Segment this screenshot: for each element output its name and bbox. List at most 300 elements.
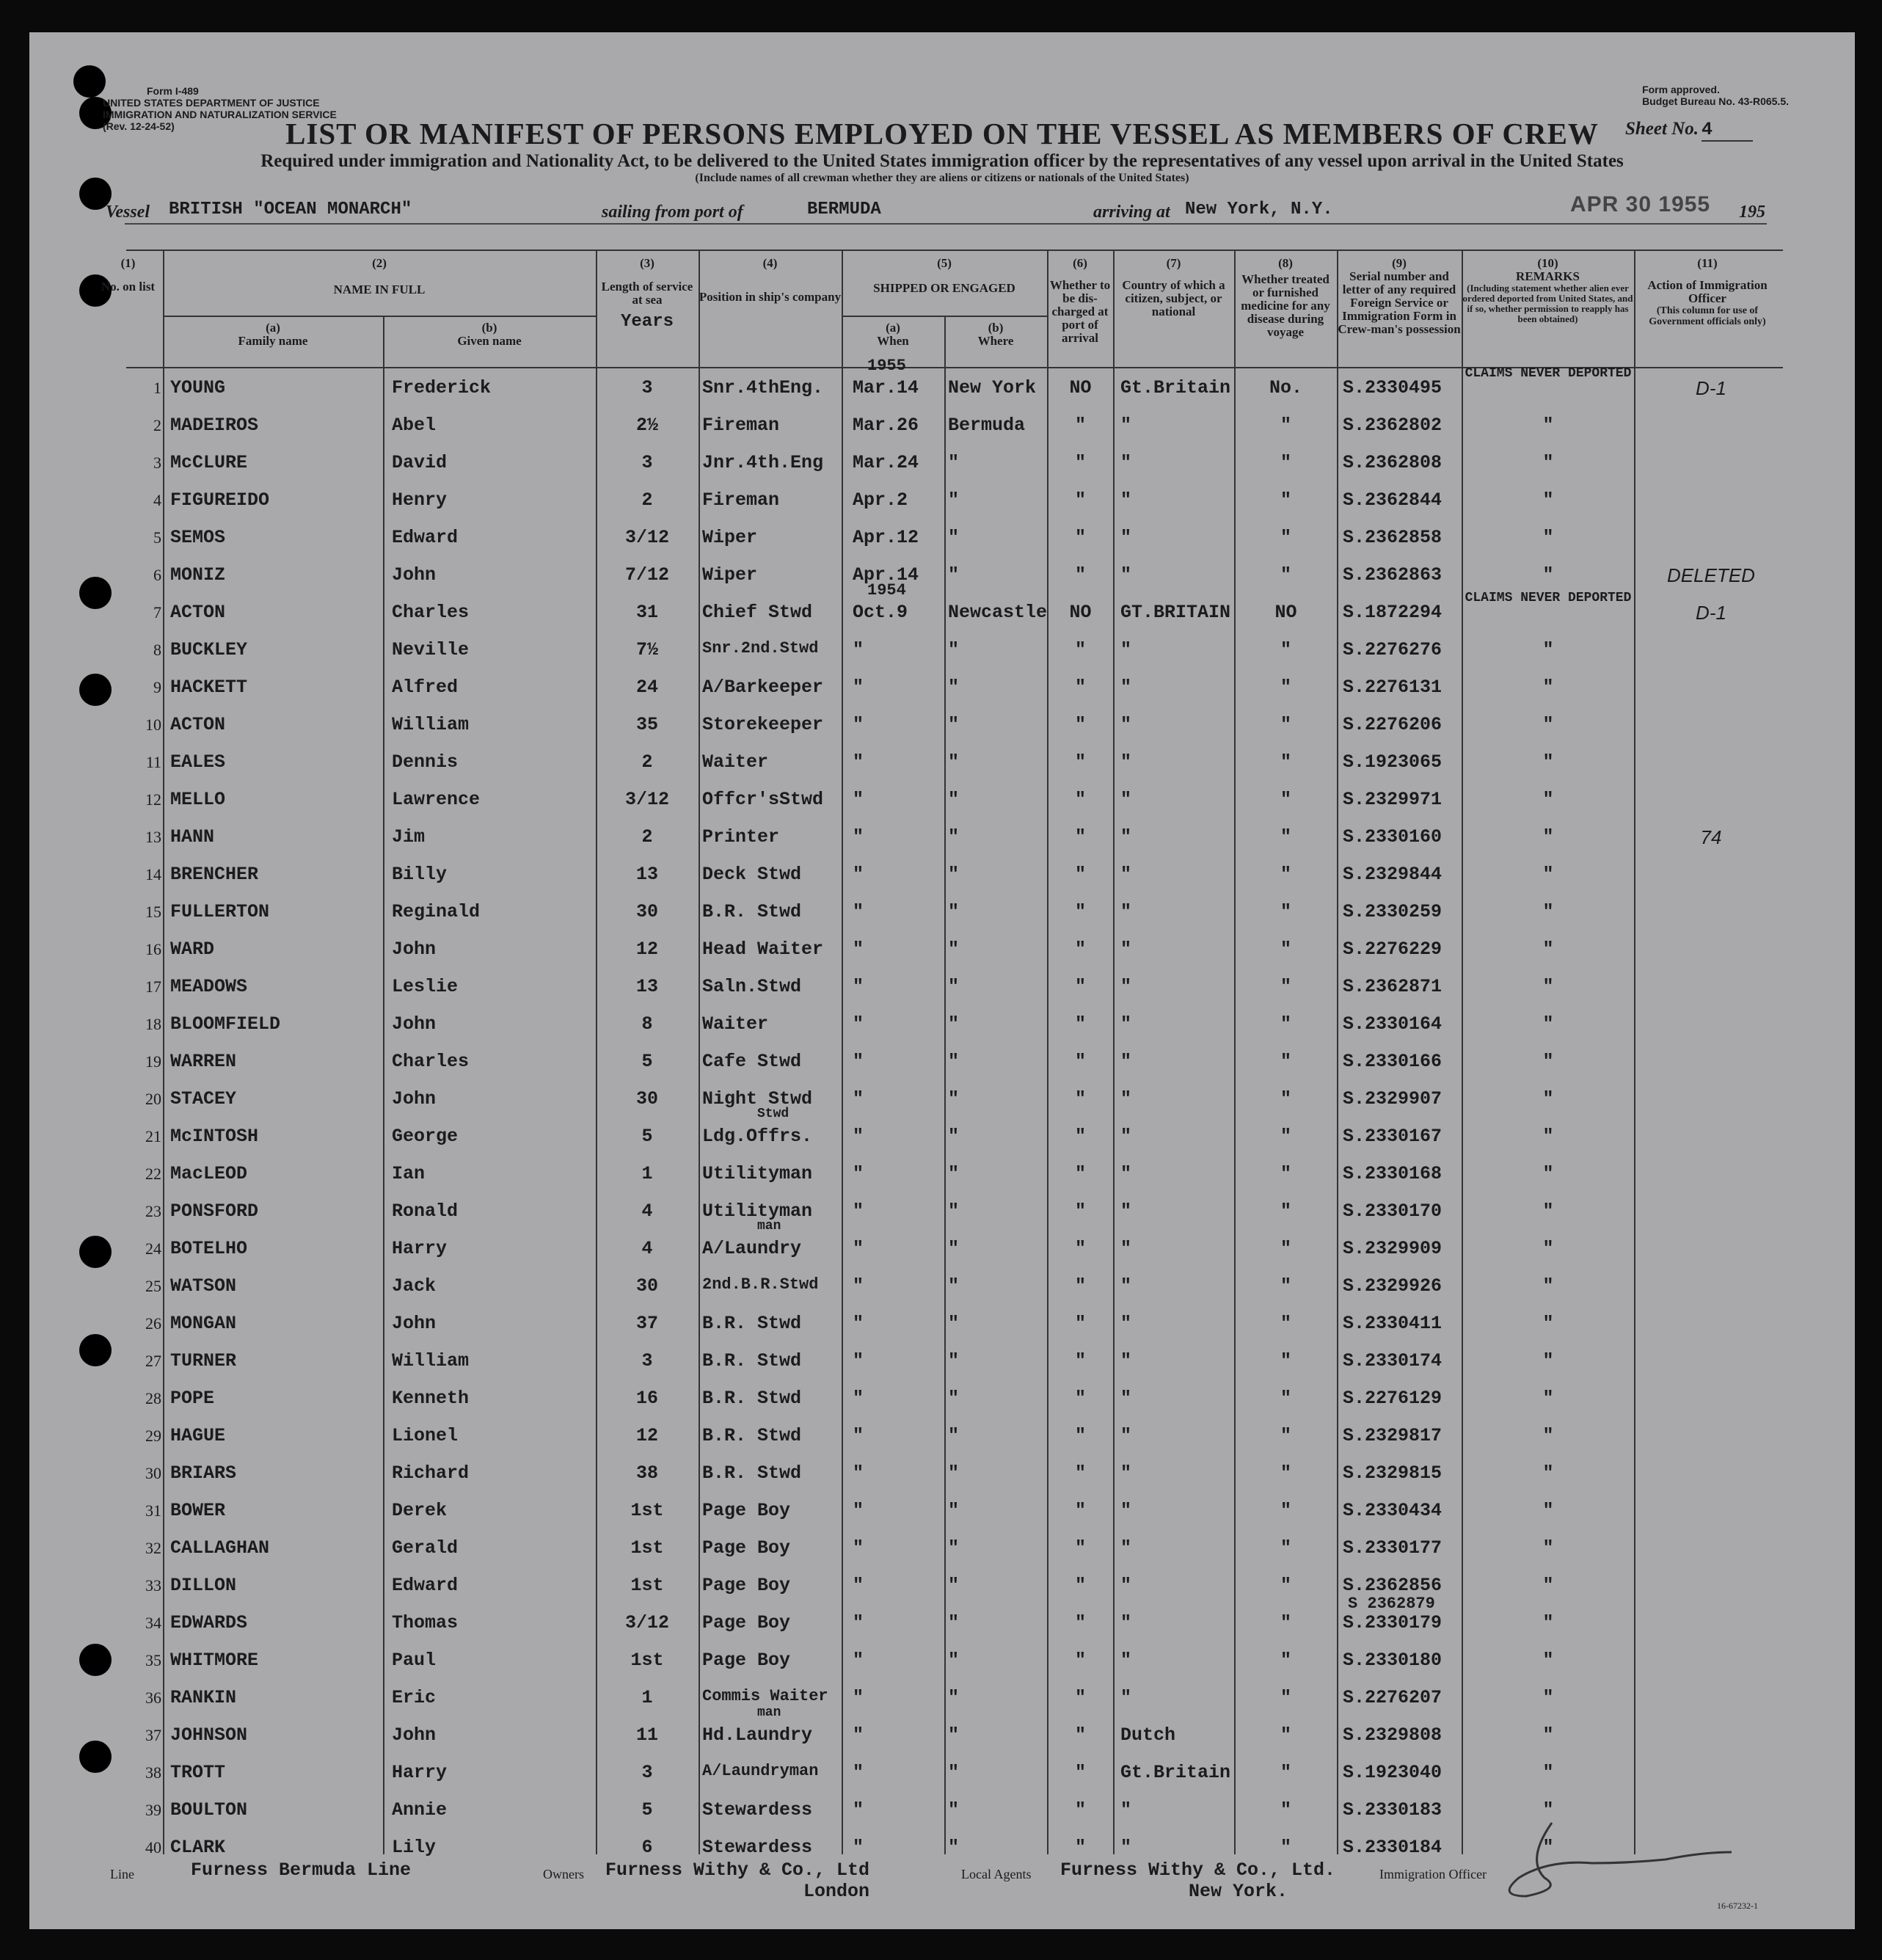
cell-serial: S.2276207 <box>1343 1687 1442 1708</box>
cell-years: 1 <box>641 1163 653 1184</box>
cell-country: " <box>1120 789 1132 810</box>
agency-name: UNITED STATES DEPARTMENT OF JUSTICE <box>103 97 320 109</box>
cell-country: " <box>1120 1051 1132 1072</box>
col10-header: (10) REMARKS (Including statement whether alien ever ordered deported from United States, and if so, whether permission to reapply has been obtained) <box>1462 256 1633 324</box>
cell-treated: " <box>1280 1575 1291 1596</box>
cell-serial: S.2329926 <box>1343 1275 1442 1297</box>
table-row <box>126 1304 1783 1341</box>
cell-country: " <box>1120 1425 1132 1446</box>
table-row <box>126 1753 1783 1790</box>
cell-given: Edward <box>392 527 459 548</box>
cell-when: " <box>853 1088 864 1110</box>
cell-years: 38 <box>635 1462 658 1484</box>
cell-treated: No. <box>1269 377 1302 398</box>
cell-no: 38 <box>145 1763 161 1782</box>
cell-treated: " <box>1280 939 1291 960</box>
table-row <box>126 518 1783 555</box>
cell-years: 3/12 <box>624 527 669 548</box>
cell-family: JOHNSON <box>170 1724 248 1746</box>
cell-no: 21 <box>145 1127 161 1145</box>
table-row <box>126 1341 1783 1379</box>
cell-treated: " <box>1280 415 1291 436</box>
cell-given: David <box>392 452 448 473</box>
cell-country: " <box>1120 677 1132 698</box>
footer-agents: Local Agents <box>961 1867 1032 1881</box>
cell-discharge: " <box>1074 1350 1086 1371</box>
cell-serial: S.2330434 <box>1343 1500 1442 1521</box>
cell-discharge: " <box>1074 1575 1086 1596</box>
cell-discharge: " <box>1074 452 1086 473</box>
cell-position: B.R. Stwd <box>702 1388 802 1409</box>
cell-years: 30 <box>635 901 658 922</box>
cell-serial: S.2362863 <box>1343 564 1442 586</box>
cell-when: " <box>853 639 864 660</box>
cell-treated: " <box>1280 639 1291 660</box>
cell-discharge: " <box>1074 1163 1086 1184</box>
footer-agents-value: Furness Withy & Co., Ltd. New York. <box>1060 1859 1336 1902</box>
cell-discharge: " <box>1074 1687 1086 1708</box>
cell-remarks: " <box>1542 1088 1554 1110</box>
cell-when: " <box>853 1275 864 1297</box>
cell-when: " <box>853 826 864 848</box>
cell-when: Mar.24 <box>853 452 919 473</box>
table-row <box>126 1154 1783 1192</box>
cell-family: CLARK <box>170 1837 226 1858</box>
cell-where: " <box>948 1537 960 1559</box>
table-row <box>126 855 1783 892</box>
cell-remarks: " <box>1542 789 1554 810</box>
cell-discharge: " <box>1074 1837 1086 1858</box>
cell-serial: S.2330495 <box>1343 377 1442 398</box>
cell-family: MELLO <box>170 789 226 810</box>
cell-given: Ronald <box>392 1201 459 1222</box>
form-subtitle: Required under immigration and Nationality Act, to be delivered to the United States immigration officer by the representatives of any vessel upon arrival in the United States <box>260 151 1624 171</box>
cell-where: " <box>948 1575 960 1596</box>
cell-country: Gt.Britain <box>1120 1762 1231 1783</box>
cell-country: " <box>1120 639 1132 660</box>
cell-where: " <box>948 1126 960 1147</box>
cell-serial: S.2329971 <box>1343 789 1442 810</box>
cell-when: " <box>853 1201 864 1222</box>
cell-position: B.R. Stwd <box>702 901 802 922</box>
cell-discharge: " <box>1074 1612 1086 1633</box>
form-revision: (Rev. 12-24-52) <box>103 120 175 132</box>
cell-family: WARD <box>170 939 215 960</box>
arriving-label: arriving at <box>1093 203 1170 222</box>
sailing-port: BERMUDA <box>807 200 881 219</box>
cell-remarks: " <box>1542 1687 1554 1708</box>
cell-when: " <box>853 976 864 997</box>
year-label: 195 <box>1739 203 1765 222</box>
cell-remarks: " <box>1542 1537 1554 1559</box>
cell-country: " <box>1120 415 1132 436</box>
cell-discharge: " <box>1074 415 1086 436</box>
cell-remarks: " <box>1542 826 1554 848</box>
cell-treated: " <box>1280 976 1291 997</box>
cell-discharge: NO <box>1069 377 1092 398</box>
table-row <box>126 930 1783 967</box>
cell-treated: " <box>1280 527 1291 548</box>
cell-discharge: " <box>1074 1275 1086 1297</box>
cell-discharge: " <box>1074 1051 1086 1072</box>
cell-remarks: " <box>1542 564 1554 586</box>
cell-when: " <box>853 751 864 773</box>
cell-remarks: CLAIMS NEVER DEPORTED <box>1465 591 1632 605</box>
print-code: 16-67232-1 <box>1717 1901 1758 1911</box>
cell-family: EALES <box>170 751 226 773</box>
cell-where: " <box>948 714 960 735</box>
cell-no: 8 <box>153 641 161 659</box>
cell-no: 11 <box>145 753 161 771</box>
cell-no: 23 <box>145 1202 161 1220</box>
cell-remarks: " <box>1542 1275 1554 1297</box>
cell-when: " <box>853 1687 864 1708</box>
cell-remarks: " <box>1542 1612 1554 1633</box>
cell-years: 12 <box>635 1425 658 1446</box>
cell-serial: S.2330164 <box>1343 1013 1442 1035</box>
cell-position: Night Stwd <box>702 1088 813 1110</box>
cell-given: William <box>392 1350 470 1371</box>
agency-service: IMMIGRATION AND NATURALIZATION SERVICE <box>103 109 337 120</box>
cell-remarks: " <box>1542 1238 1554 1259</box>
table-row <box>126 1705 1783 1753</box>
col6-header: (6) Whether to be dis-charged at port of arrival <box>1049 256 1111 345</box>
cell-discharge: " <box>1074 1238 1086 1259</box>
cell-discharge: " <box>1074 1313 1086 1334</box>
cell-years: 30 <box>635 1275 658 1297</box>
cell-treated: " <box>1280 1051 1291 1072</box>
cell-position-note: man <box>757 1219 781 1234</box>
cell-action: D-1 <box>1696 602 1726 624</box>
cell-given: Alfred <box>392 677 459 698</box>
cell-serial: S.2276206 <box>1343 714 1442 735</box>
cell-treated: " <box>1280 1388 1291 1409</box>
table-row <box>126 1079 1783 1117</box>
cell-no: 24 <box>145 1239 161 1258</box>
cell-when: " <box>853 677 864 698</box>
cell-no: 16 <box>145 940 161 958</box>
cell-position: Commis Waiter <box>702 1687 828 1705</box>
table-row <box>126 705 1783 743</box>
cell-serial: S.2362844 <box>1343 489 1442 511</box>
cell-remarks: " <box>1542 639 1554 660</box>
cell-position: Ldg.Offrs. <box>702 1126 813 1147</box>
table-row <box>126 443 1783 481</box>
cell-discharge: " <box>1074 564 1086 586</box>
col9-header: (9) Serial number and letter of any required Foreign Service or Immigration Form in Crew-man's possession <box>1338 256 1461 336</box>
cell-family: YOUNG <box>170 377 226 398</box>
cell-position: A/Laundryman <box>702 1762 819 1780</box>
cell-country: " <box>1120 864 1132 885</box>
cell-family: FIGUREIDO <box>170 489 270 511</box>
cell-where: " <box>948 1687 960 1708</box>
cell-given: Harry <box>392 1762 448 1783</box>
punch-hole <box>79 1644 112 1676</box>
cell-country: GT.BRITAIN <box>1120 602 1231 623</box>
cell-when: Oct.9 <box>853 602 908 623</box>
table-row <box>126 1678 1783 1716</box>
sheet-label: Sheet No. <box>1625 119 1699 139</box>
footer-line-value: Furness Bermuda Line <box>191 1859 412 1881</box>
cell-when: " <box>853 1388 864 1409</box>
col2-header: (2) NAME IN FULL <box>333 256 426 296</box>
cell-no: 32 <box>145 1539 161 1557</box>
table-row <box>126 1379 1783 1416</box>
cell-years: 1st <box>630 1500 664 1521</box>
cell-position: Page Boy <box>702 1537 791 1559</box>
cell-discharge: " <box>1074 1425 1086 1446</box>
cell-country: " <box>1120 1163 1132 1184</box>
cell-where: Newcastle <box>948 602 1048 623</box>
cell-position: Hd.Laundry <box>702 1724 813 1746</box>
cell-country: " <box>1120 1275 1132 1297</box>
cell-given: Gerald <box>392 1537 459 1559</box>
cell-treated: " <box>1280 789 1291 810</box>
cell-position: Snr.2nd.Stwd <box>702 639 819 657</box>
cell-discharge: " <box>1074 789 1086 810</box>
col2a-header: (a) Family name <box>238 321 308 348</box>
form-number: Form I-489 <box>147 85 199 97</box>
col3-header: (3) Length of service at sea Years <box>601 256 693 332</box>
cell-given: Neville <box>392 639 470 660</box>
col11-header: (11) Action of Immigration Officer (This column for use of Government officials only) <box>1647 256 1768 327</box>
table-row <box>126 967 1783 1005</box>
cell-discharge: " <box>1074 939 1086 960</box>
cell-country: " <box>1120 1575 1132 1596</box>
table-row <box>126 892 1783 930</box>
cell-discharge: " <box>1074 1762 1086 1783</box>
cell-position: Utilityman <box>702 1201 813 1222</box>
cell-given: Lionel <box>392 1425 459 1446</box>
cell-discharge: " <box>1074 1388 1086 1409</box>
cell-where: " <box>948 564 960 586</box>
cell-country: " <box>1120 1799 1132 1821</box>
cell-years: 31 <box>635 602 658 623</box>
table-row <box>126 1107 1783 1154</box>
cell-position: Waiter <box>702 751 769 773</box>
cell-when: " <box>853 1537 864 1559</box>
cell-years: 13 <box>635 976 658 997</box>
cell-country: Gt.Britain <box>1120 377 1231 398</box>
table-row <box>126 817 1783 855</box>
cell-when: Apr.2 <box>853 489 908 511</box>
cell-serial: S.2276131 <box>1343 677 1442 698</box>
cell-when: " <box>853 789 864 810</box>
cell-country: " <box>1120 1126 1132 1147</box>
cell-discharge: " <box>1074 639 1086 660</box>
cell-position: Fireman <box>702 415 780 436</box>
table-row <box>126 668 1783 705</box>
cell-serial: S.1872294 <box>1343 602 1442 623</box>
cell-given: John <box>392 1313 437 1334</box>
cell-remarks: " <box>1542 1201 1554 1222</box>
cell-years: 1 <box>641 1687 653 1708</box>
cell-given: John <box>392 1013 437 1035</box>
cell-remarks: " <box>1542 1799 1554 1821</box>
cell-serial: S.2329815 <box>1343 1462 1442 1484</box>
cell-treated: " <box>1280 1724 1291 1746</box>
cell-family: BRENCHER <box>170 864 259 885</box>
cell-given: Harry <box>392 1238 448 1259</box>
cell-where: New York <box>948 377 1037 398</box>
cell-no: 10 <box>145 715 161 734</box>
cell-treated: " <box>1280 1462 1291 1484</box>
cell-family: RANKIN <box>170 1687 237 1708</box>
cell-no: 29 <box>145 1427 161 1445</box>
cell-where: " <box>948 1163 960 1184</box>
cell-no: 20 <box>145 1090 161 1108</box>
cell-where: " <box>948 939 960 960</box>
cell-years: 8 <box>641 1013 653 1035</box>
cell-when: " <box>853 1013 864 1035</box>
cell-given: Kenneth <box>392 1388 470 1409</box>
cell-serial: S.2330177 <box>1343 1537 1442 1559</box>
cell-family: HAGUE <box>170 1425 226 1446</box>
table-row <box>126 1267 1783 1304</box>
cell-when: " <box>853 939 864 960</box>
cell-treated: " <box>1280 489 1291 511</box>
cell-country: " <box>1120 1388 1132 1409</box>
cell-action: 74 <box>1700 826 1722 848</box>
cell-remarks: " <box>1542 751 1554 773</box>
cell-years: 30 <box>635 1088 658 1110</box>
cell-discharge: " <box>1074 864 1086 885</box>
cell-treated: " <box>1280 1163 1291 1184</box>
cell-country: " <box>1120 564 1132 586</box>
cell-when: Apr.12 <box>853 527 919 548</box>
cell-family: BOULTON <box>170 1799 248 1821</box>
cell-where: " <box>948 1650 960 1671</box>
cell-no: 31 <box>145 1501 161 1520</box>
cell-country: " <box>1120 452 1132 473</box>
cell-discharge: " <box>1074 1724 1086 1746</box>
cell-remarks: " <box>1542 864 1554 885</box>
cell-years: 3 <box>641 452 653 473</box>
cell-treated: " <box>1280 1313 1291 1334</box>
cell-when: " <box>853 1612 864 1633</box>
cell-country: " <box>1120 1687 1132 1708</box>
cell-remarks: " <box>1542 452 1554 473</box>
cell-discharge: " <box>1074 751 1086 773</box>
table-row <box>126 780 1783 817</box>
cell-family: SEMOS <box>170 527 226 548</box>
cell-discharge: " <box>1074 1013 1086 1035</box>
cell-where: Bermuda <box>948 415 1026 436</box>
cell-serial: S.2330166 <box>1343 1051 1442 1072</box>
cell-treated: " <box>1280 1650 1291 1671</box>
cell-country: " <box>1120 1612 1132 1633</box>
table-row <box>126 1491 1783 1529</box>
cell-discharge: " <box>1074 1462 1086 1484</box>
cell-position: Chief Stwd <box>702 602 813 623</box>
cell-family: WARREN <box>170 1051 237 1072</box>
table-row <box>126 1595 1783 1641</box>
footer-owners-value: Furness Withy & Co., Ltd London <box>605 1859 870 1902</box>
cell-position-note: man <box>757 1705 781 1720</box>
cell-when: " <box>853 714 864 735</box>
cell-given: William <box>392 714 470 735</box>
cell-discharge: " <box>1074 1537 1086 1559</box>
cell-no: 1 <box>153 379 161 397</box>
cell-years: 2 <box>641 751 653 773</box>
cell-given: Leslie <box>392 976 459 997</box>
sheet-value: 4 <box>1702 119 1753 142</box>
form-subnote: (Include names of all crewman whether they are aliens or citizens or nationals of the United States) <box>695 172 1189 184</box>
cell-family: BLOOMFIELD <box>170 1013 281 1035</box>
cell-serial: S.2362871 <box>1343 976 1442 997</box>
cell-remarks: " <box>1542 1163 1554 1184</box>
cell-when: " <box>853 1313 864 1334</box>
cell-position: Wiper <box>702 564 758 586</box>
cell-where: " <box>948 1762 960 1783</box>
vessel-underline <box>125 223 1767 225</box>
cell-serial: S.2330411 <box>1343 1313 1442 1334</box>
cell-country: " <box>1120 489 1132 511</box>
cell-treated: " <box>1280 452 1291 473</box>
cell-position: Stewardess <box>702 1837 813 1858</box>
cell-discharge: " <box>1074 489 1086 511</box>
sailing-label: sailing from port of <box>602 203 743 222</box>
cell-no: 25 <box>145 1277 161 1295</box>
cell-position: Jnr.4th.Eng <box>702 452 824 473</box>
cell-when: " <box>853 864 864 885</box>
cell-family: BOWER <box>170 1500 226 1521</box>
cell-where: " <box>948 1051 960 1072</box>
cell-serial: S.2330167 <box>1343 1126 1442 1147</box>
cell-country: " <box>1120 1837 1132 1858</box>
cell-given: Lawrence <box>392 789 481 810</box>
cell-given: Richard <box>392 1462 470 1484</box>
cell-treated: " <box>1280 751 1291 773</box>
cell-country: " <box>1120 939 1132 960</box>
page-title: LIST OR MANIFEST OF PERSONS EMPLOYED ON THE VESSEL AS MEMBERS OF CREW <box>285 117 1599 150</box>
officer-signature <box>1482 1808 1761 1903</box>
cell-no: 17 <box>145 977 161 996</box>
cell-given: Dennis <box>392 751 459 773</box>
cell-no: 35 <box>145 1651 161 1669</box>
cell-given: Edward <box>392 1575 459 1596</box>
cell-years: 3 <box>641 1350 653 1371</box>
cell-remarks: " <box>1542 1762 1554 1783</box>
cell-where: " <box>948 826 960 848</box>
cell-remarks: " <box>1542 1575 1554 1596</box>
cell-position: 2nd.B.R.Stwd <box>702 1275 819 1294</box>
cell-family: BUCKLEY <box>170 639 248 660</box>
cell-given: Eric <box>392 1687 437 1708</box>
cell-country: " <box>1120 1088 1132 1110</box>
cell-serial: S.2362808 <box>1343 452 1442 473</box>
cell-years: 7/12 <box>624 564 669 586</box>
cell-country: " <box>1120 1350 1132 1371</box>
cell-position: Snr.4thEng. <box>702 377 824 398</box>
cell-given: Jim <box>392 826 426 848</box>
cell-when: " <box>853 1500 864 1521</box>
cell-discharge: " <box>1074 677 1086 698</box>
cell-no: 6 <box>153 566 161 584</box>
sheet-number <box>1625 119 1753 142</box>
cell-years: 2½ <box>635 415 658 436</box>
cell-country: " <box>1120 751 1132 773</box>
cell-country: " <box>1120 1238 1132 1259</box>
form-header-right <box>1642 84 1789 107</box>
punch-hole <box>79 577 112 609</box>
cell-no: 7 <box>153 603 161 622</box>
cell-given: Reginald <box>392 901 481 922</box>
cell-family: DILLON <box>170 1575 237 1596</box>
cell-remarks: CLAIMS NEVER DEPORTED <box>1465 366 1632 381</box>
cell-where: " <box>948 1724 960 1746</box>
cell-position: Utilityman <box>702 1163 813 1184</box>
